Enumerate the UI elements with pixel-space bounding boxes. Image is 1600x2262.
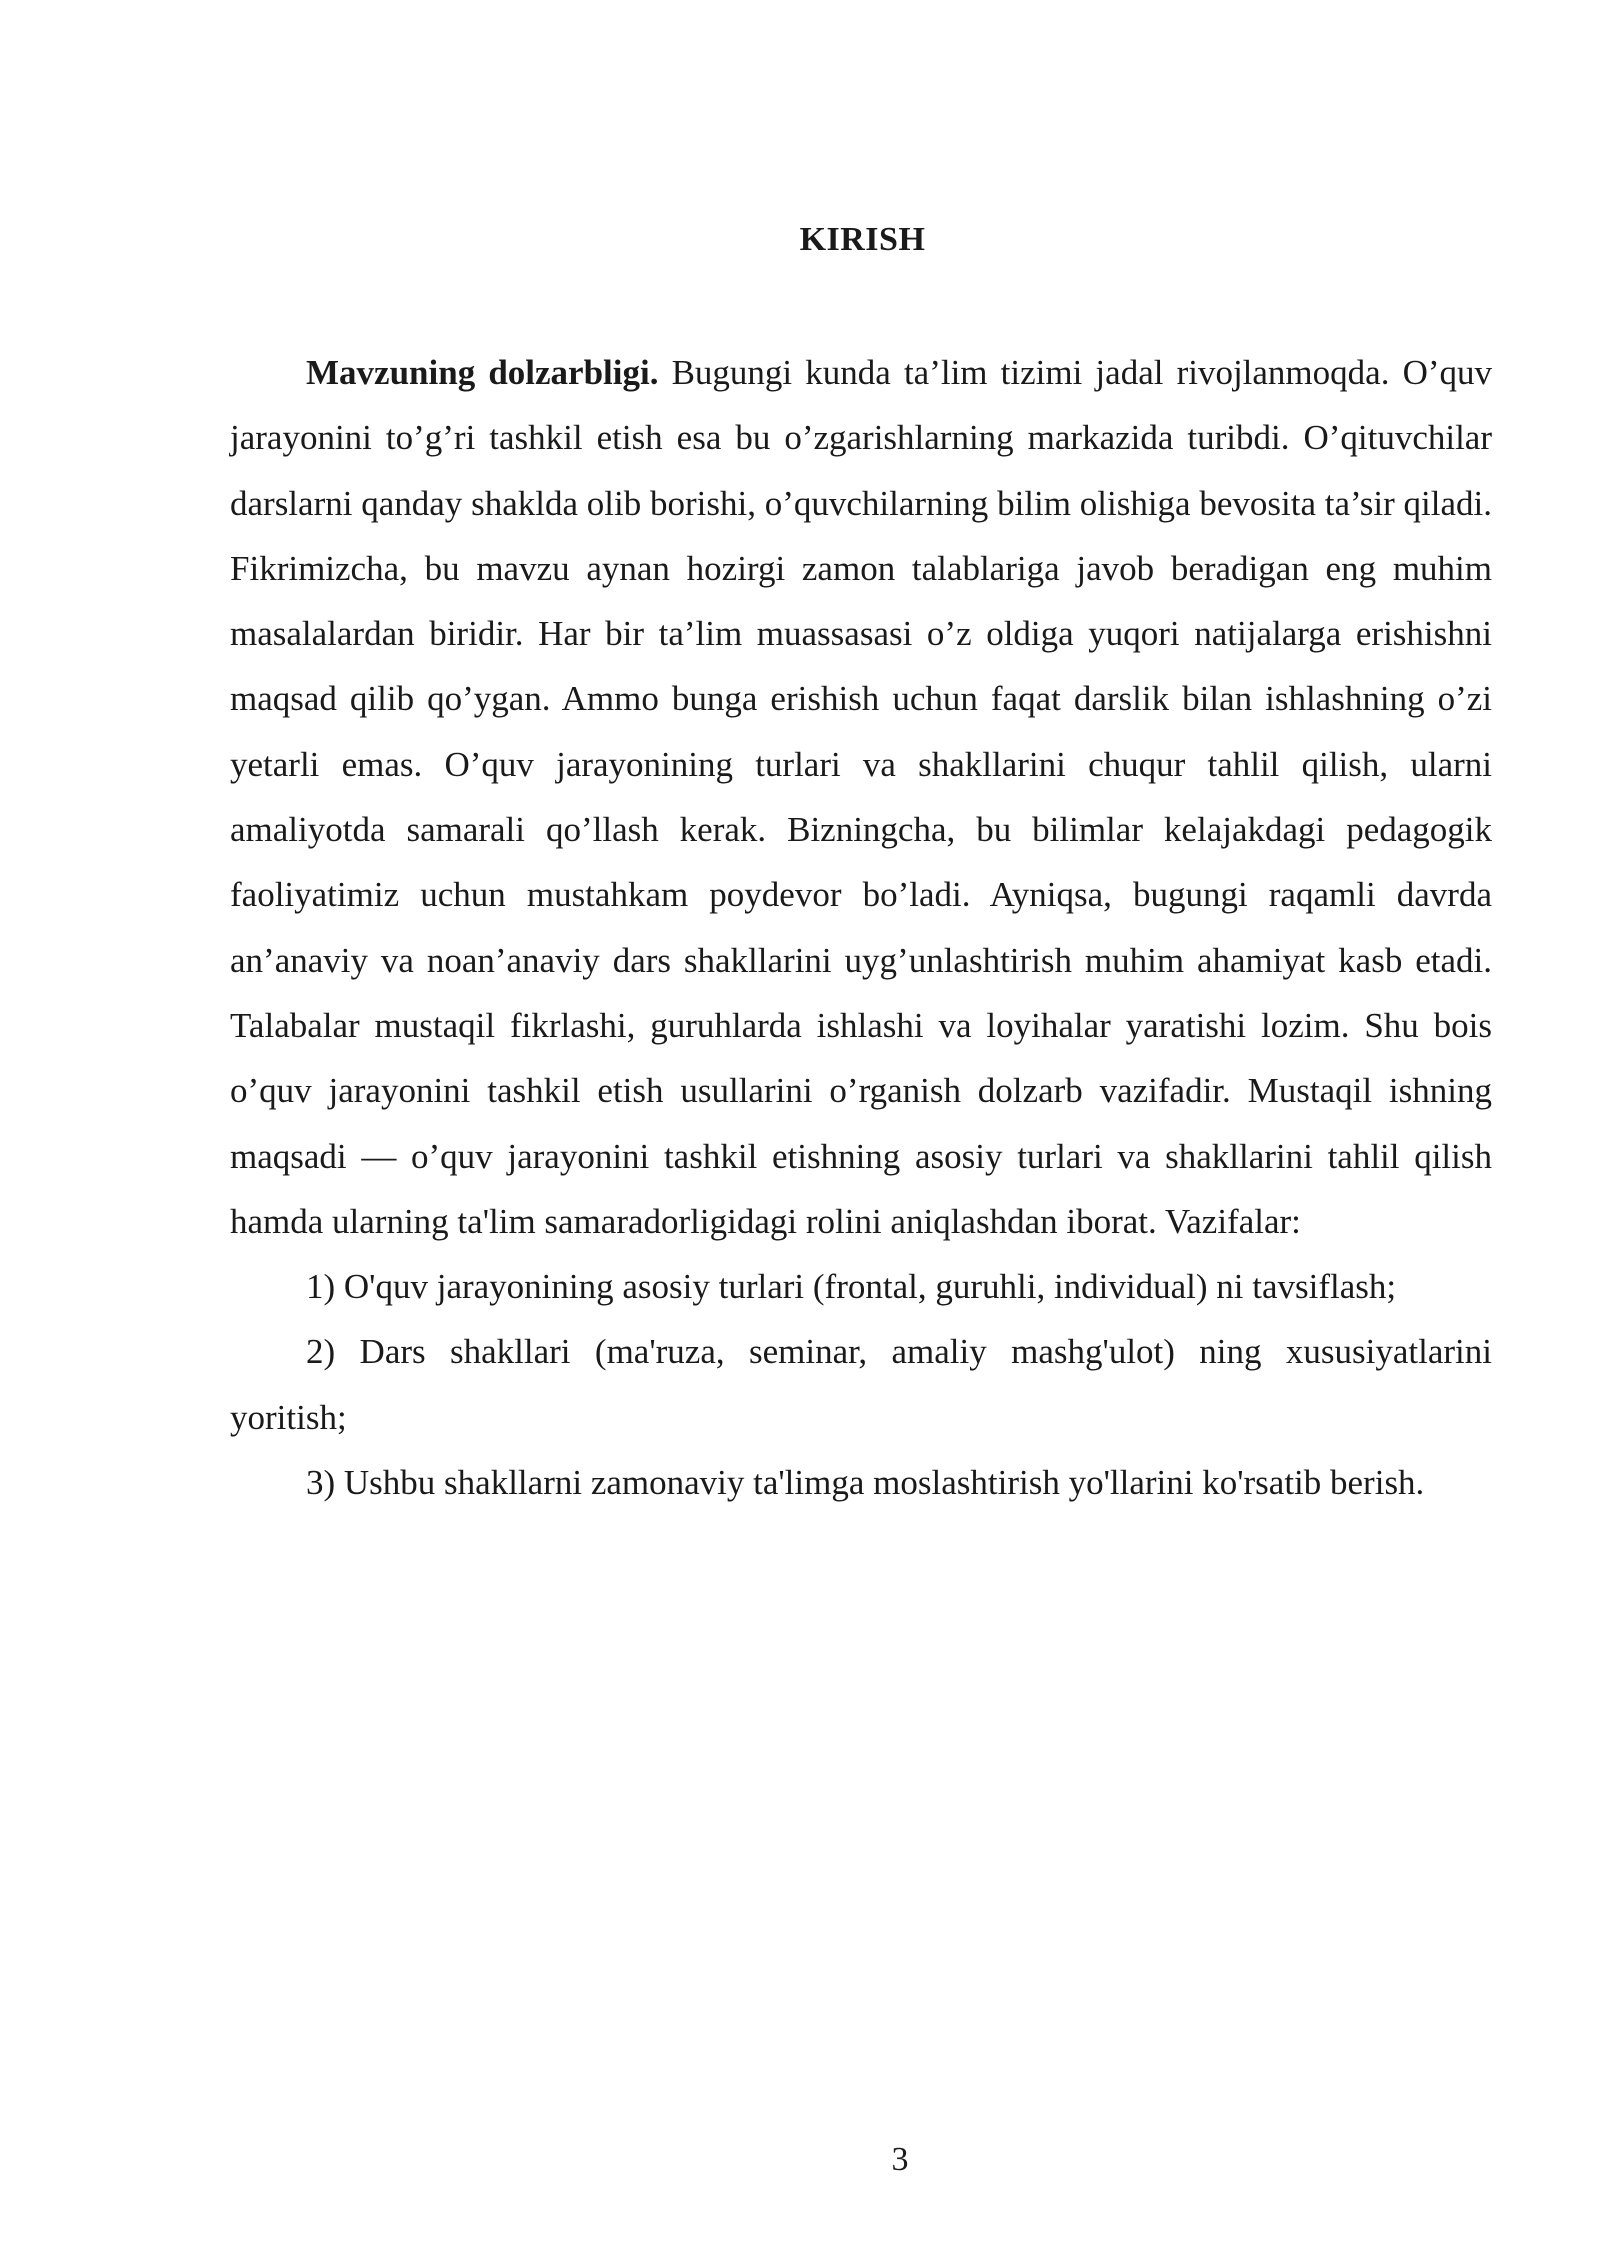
task-item-1: 1) O'quv jarayonining asosiy turlari (frontal, guruhli, individual) ni tavsiflash; [306, 1267, 1397, 1307]
page-number: 3 [891, 2141, 909, 2178]
section-heading: KIRISH [799, 221, 926, 258]
task-item-3: 3) Ushbu shakllarni zamonaviy ta'limga moslashtirish yo'llarini ko'rsatib berish. [306, 1463, 1425, 1503]
intro-paragraph [230, 340, 1492, 1254]
task-item-2: 2) Dars shakllari (ma'ruza, seminar, amaliy mashg'ulot) ning xususiyatlarini yoritish; [230, 1332, 1492, 1437]
intro-lead: Mavzuning dolzarbligi. [306, 353, 659, 392]
body-text [230, 340, 1492, 1515]
intro-text: Bugungi kunda ta’lim tizimi jadal rivojlanmoqda. O’quv jarayonini to’g’ri tashkil etish esa bu o’zgarishlarning markazida turibdi. O’qituvchilar darslarni qanday shaklda olib borishi, o’quvchilarning bilim olishiga bevosita ta’sir qiladi. Fikrimizcha, bu mavzu aynan hozirgi zamon talablariga javob beradigan eng muhim masalalardan biridir. Har bir ta’lim muassasasi o’z oldiga yuqori natijalarga erishishni maqsad qilib qo’ygan. Ammo bunga erishish uchun faqat darslik bilan ishlashning o’zi yetarli emas. O’quv jarayonining turlari va shakllarini chuqur tahlil qilish, ularni amaliyotda samarali qo’llash kerak. Bizningcha, bu bilimlar kelajakdagi pedagogik faoliyatimiz uchun mustahkam poydevor bo’ladi. Ayniqsa, bugungi raqamli davrda an’anaviy va noan’anaviy dars shakllarini uyg’unlashtirish muhim ahamiyat kasb etadi. Talabalar mustaqil fikrlashi, guruhlarda ishlashi va loyihalar yaratishi lozim. Shu bois o’quv jarayonini tashkil etish usullarini o’rganish dolzarb vazifadir. Mustaqil ishning maqsadi — o’quv jarayonini tashkil etishning asosiy turlari va shakllarini tahlil qilish hamda ularning ta'lim samaradorligidagi rolini aniqlashdan iborat. Vazifalar: [230, 353, 1492, 1241]
